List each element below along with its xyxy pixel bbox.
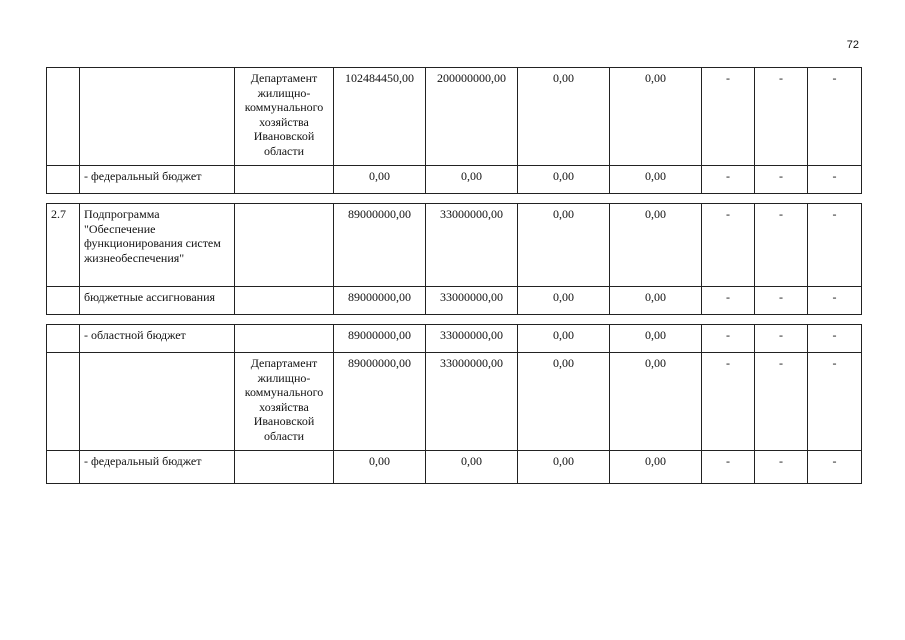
amount-cell: 0,00 (334, 166, 426, 194)
dash-cell: - (808, 451, 862, 484)
dash-cell: - (755, 204, 808, 287)
amount-cell: 0,00 (610, 68, 702, 166)
row-name-cell: - федеральный бюджет (80, 451, 235, 484)
amount-cell: 33000000,00 (426, 325, 518, 353)
dash-cell: - (755, 68, 808, 166)
dash-cell: - (702, 353, 755, 451)
amount-cell: 0,00 (334, 451, 426, 484)
row-index-cell (47, 68, 80, 166)
row-name-cell: - федеральный бюджет (80, 166, 235, 194)
dash-cell: - (702, 287, 755, 315)
amount-cell: 0,00 (518, 204, 610, 287)
amount-cell: 89000000,00 (334, 353, 426, 451)
amount-cell: 33000000,00 (426, 353, 518, 451)
table-row (47, 353, 862, 451)
dash-cell: - (755, 166, 808, 194)
dash-cell: - (702, 451, 755, 484)
amount-cell: 0,00 (518, 325, 610, 353)
table-row (47, 166, 862, 194)
responsible-org-cell (235, 204, 334, 287)
amount-cell: 102484450,00 (334, 68, 426, 166)
row-name-cell (80, 353, 235, 451)
amount-cell: 0,00 (518, 287, 610, 315)
dash-cell: - (808, 325, 862, 353)
row-gap (47, 315, 862, 325)
dash-cell: - (702, 325, 755, 353)
row-index-cell (47, 353, 80, 451)
table-row (47, 68, 862, 166)
amount-cell: 0,00 (426, 451, 518, 484)
row-gap (47, 194, 862, 204)
dash-cell: - (702, 204, 755, 287)
table-row (47, 451, 862, 484)
row-index-cell: 2.7 (47, 204, 80, 287)
amount-cell: 0,00 (610, 451, 702, 484)
amount-cell: 89000000,00 (334, 287, 426, 315)
amount-cell: 89000000,00 (334, 325, 426, 353)
responsible-org-cell (235, 287, 334, 315)
row-name-cell (80, 68, 235, 166)
amount-cell: 0,00 (518, 451, 610, 484)
amount-cell: 0,00 (518, 353, 610, 451)
responsible-org-cell (235, 166, 334, 194)
row-name-cell: Подпрограмма "Обеспечение функционирования систем жизнеобеспечения" (80, 204, 235, 287)
row-index-cell (47, 451, 80, 484)
dash-cell: - (755, 287, 808, 315)
responsible-org-cell: Департамент жилищно-коммунального хозяйства Ивановской области (235, 353, 334, 451)
dash-cell: - (755, 325, 808, 353)
responsible-org-cell: Департамент жилищно-коммунального хозяйства Ивановской области (235, 68, 334, 166)
responsible-org-cell (235, 451, 334, 484)
amount-cell: 33000000,00 (426, 287, 518, 315)
budget-table (46, 67, 862, 484)
responsible-org-cell (235, 325, 334, 353)
dash-cell: - (755, 353, 808, 451)
table-row (47, 204, 862, 287)
amount-cell: 0,00 (426, 166, 518, 194)
row-index-cell (47, 166, 80, 194)
amount-cell: 0,00 (518, 68, 610, 166)
page-number: 72 (846, 39, 859, 51)
dash-cell: - (808, 204, 862, 287)
table-row (47, 325, 862, 353)
amount-cell: 0,00 (610, 353, 702, 451)
dash-cell: - (808, 287, 862, 315)
amount-cell: 0,00 (610, 204, 702, 287)
amount-cell: 89000000,00 (334, 204, 426, 287)
dash-cell: - (808, 166, 862, 194)
amount-cell: 0,00 (518, 166, 610, 194)
amount-cell: 0,00 (610, 166, 702, 194)
amount-cell: 33000000,00 (426, 204, 518, 287)
dash-cell: - (702, 166, 755, 194)
dash-cell: - (808, 353, 862, 451)
amount-cell: 0,00 (610, 287, 702, 315)
row-index-cell (47, 325, 80, 353)
table-row (47, 287, 862, 315)
row-index-cell (47, 287, 80, 315)
amount-cell: 0,00 (610, 325, 702, 353)
dash-cell: - (755, 451, 808, 484)
dash-cell: - (702, 68, 755, 166)
row-name-cell: - областной бюджет (80, 325, 235, 353)
dash-cell: - (808, 68, 862, 166)
row-name-cell: бюджетные ассигнования (80, 287, 235, 315)
amount-cell: 200000000,00 (426, 68, 518, 166)
